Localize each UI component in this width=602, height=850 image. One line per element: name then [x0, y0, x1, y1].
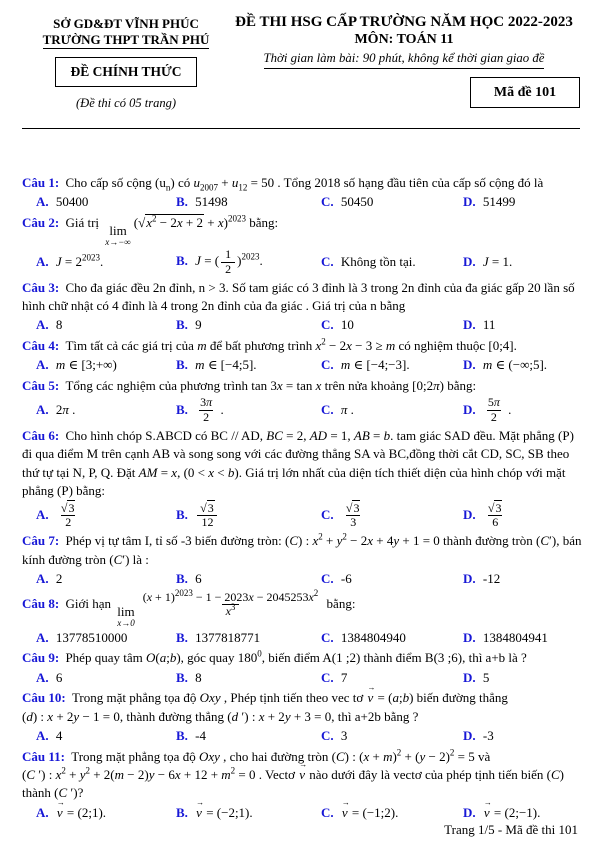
question-label: Câu 5:: [22, 377, 63, 393]
option-b-letter: B.: [176, 401, 192, 417]
question-label: Câu 6:: [22, 427, 63, 443]
option-c-letter: C.: [321, 317, 337, 333]
option-c: [321, 316, 463, 334]
option-b: [176, 193, 321, 211]
option-d-text: -3: [482, 728, 494, 744]
option-d-text: 11: [482, 317, 496, 333]
option-a: [36, 804, 176, 822]
option-d-text: $\frac{√3}{6}$: [487, 500, 502, 530]
question-text: [22, 337, 582, 355]
option-d-letter: D.: [463, 194, 479, 210]
option-c: [321, 669, 463, 687]
options-row: [36, 629, 582, 647]
option-d-letter: D.: [463, 728, 479, 744]
option-c-text: Không tồn tại.: [340, 253, 416, 269]
question-text: [22, 214, 582, 247]
option-c-text: 50450: [340, 194, 374, 210]
option-d-letter: D.: [463, 317, 479, 333]
question-block: [22, 748, 582, 823]
option-a: [36, 193, 176, 211]
option-a: [36, 669, 176, 687]
question-block: [22, 337, 582, 375]
option-a-letter: A.: [36, 357, 52, 373]
option-d-text: m ∈ (−∞;5].: [482, 357, 548, 373]
question-label: Câu 9:: [22, 650, 63, 666]
option-d: [463, 316, 582, 334]
page-count-note: (Đề thi có 05 trang): [76, 96, 176, 110]
option-d-letter: D.: [463, 571, 479, 587]
option-b: [176, 396, 321, 425]
option-b-letter: B.: [176, 804, 192, 820]
option-d: [463, 804, 582, 822]
question-text: [22, 427, 582, 501]
option-a-letter: A.: [36, 728, 52, 744]
question-block: [22, 214, 582, 277]
option-a-text: m ∈ [3;+∞): [55, 357, 117, 373]
option-b-letter: B.: [176, 571, 192, 587]
exam-subject: MÔN: TOÁN 11: [354, 32, 454, 47]
option-b: [176, 727, 321, 745]
option-b: [176, 248, 321, 277]
option-d: [463, 253, 582, 271]
question-body: Trong mặt phẳng tọa độ Oxy , cho hai đường tròn (C) : $(x + m)^2 + (y - 2)^2 = 5$ và (C ′) : $x^2 + y^2 + 2(m - 2)y - 6x + 12 + m^2 = 0$ . Vectơ → v nào dưới đây là vectơ của phép tịnh tiến biến (C) thành (C ′)?: [22, 749, 564, 801]
option-d-text: → v = (2;−1).: [483, 805, 540, 820]
option-b: [176, 356, 321, 374]
option-a-letter: A.: [36, 402, 52, 418]
option-c-letter: C.: [321, 506, 337, 522]
option-d: [463, 502, 582, 531]
option-a: [36, 727, 176, 745]
official-exam-box: ĐỀ CHÍNH THỨC: [55, 57, 196, 87]
option-d: [463, 193, 582, 211]
question-label: Câu 1:: [22, 175, 63, 190]
option-b-text: 8: [195, 669, 202, 685]
option-c-letter: C.: [321, 669, 337, 685]
question-label: Câu 7:: [22, 533, 63, 549]
option-a-text: 13778510000: [55, 629, 128, 645]
option-a-text: → v = (2;1).: [56, 805, 106, 820]
option-a-text: 6: [55, 669, 63, 685]
option-c-letter: C.: [321, 402, 337, 418]
option-b-text: -4: [195, 728, 207, 744]
option-a-text: 4: [55, 728, 63, 744]
question-label: Câu 10:: [22, 690, 69, 706]
option-c: [321, 727, 463, 745]
option-b-letter: B.: [176, 669, 192, 685]
option-b-text: 1377818771: [195, 629, 261, 645]
option-d-letter: D.: [463, 629, 479, 645]
option-c: [321, 570, 463, 588]
option-b-letter: B.: [176, 629, 192, 645]
question-block: [22, 587, 582, 648]
header-divider: [22, 128, 580, 129]
option-b-letter: B.: [176, 357, 192, 373]
question-body: Cho đa giác đều 2n đỉnh, n > 3. Số tam giác có 3 đỉnh là 3 trong 2n đỉnh của đa giác gấp 20 lần số hình chữ nhật có 4 đỉnh là 4 trong 2n đỉnh của đa giác . Giá trị của n bằng: [22, 279, 575, 313]
option-d-text: $\frac{5\pi}{2}$ .: [487, 395, 512, 425]
questions: [22, 174, 582, 824]
option-c-text: -6: [340, 571, 352, 587]
option-c: [321, 401, 463, 419]
question-body: Cho cấp số cộng $(u_n)$ có $u_{2007} + u_{12} = 50$ . Tổng 2018 số hạng đầu tiên của cấp số cộng đó là: [65, 175, 544, 193]
question-text: [22, 649, 582, 667]
option-d-text: 51499: [482, 194, 516, 210]
option-c: [321, 629, 463, 647]
options-row: [36, 502, 582, 531]
question-block: [22, 279, 582, 335]
option-b-text: m ∈ [−4;5].: [195, 357, 257, 373]
option-b: [176, 570, 321, 588]
option-d-text: -12: [482, 571, 501, 587]
option-c: [321, 502, 463, 531]
option-a-letter: A.: [36, 571, 52, 587]
option-c: [321, 193, 463, 211]
option-b-text: 51498: [195, 194, 228, 210]
option-b-text: J = ( $\frac{1}{2}$ )$^{2023}$.: [195, 246, 263, 276]
option-a: [36, 253, 176, 271]
question-body: Trong mặt phẳng tọa độ Oxy , Phép tịnh tiến theo vec tơ → v = (a;b) biến đường thẳng (d) : x + 2y − 1 = 0, thành đường thẳng (d ′) : x + 2y + 3 = 0, thì a+2b bằng ?: [22, 690, 508, 723]
option-a-text: $J = 2^{2023}$.: [55, 252, 104, 269]
option-c-letter: C.: [321, 194, 337, 210]
exam-title: ĐỀ THI HSG CẤP TRƯỜNG NĂM HỌC 2022-2023: [235, 14, 573, 30]
question-text: [22, 532, 582, 569]
option-a: [36, 401, 176, 419]
question-body: Cho hình chóp S.ABCD có BC // AD, BC = 2, AD = 1, AB = b. tam giác SAD đều. Mặt phẳng (P) đi qua điểm M trên cạnh AB và song song với các đường thẳng SA và BC,đồng thời cắt CD, SC, SB theo thứ tự tại N, P, Q. Đặt AM = x, (0 < x < b). Giá trị lớn nhất của diện tích thiết diện của hình chóp với mặt phẳng (P) bằng:: [22, 427, 574, 499]
option-a: [36, 356, 176, 374]
question-body: Giới hạn lim x→0 $\frac{(x + 1)^{2023} - 1 - 2023x - 2045253x^2}{x^3}$ bằng:: [65, 587, 356, 628]
option-d-letter: D.: [463, 401, 479, 417]
option-b-text: $\frac{3\pi}{2}$ .: [200, 395, 224, 425]
option-a-text: 50400: [55, 194, 89, 210]
option-d-letter: D.: [463, 506, 479, 522]
question-block: [22, 689, 582, 745]
option-b: [176, 502, 321, 531]
question-body: Tìm tất cả các giá trị của m để bất phương trình $x^2 - 2x - 3 \ge m$ có nghiệm thuộc [0;4].: [65, 336, 517, 353]
option-b-letter: B.: [176, 253, 192, 269]
option-b: [176, 669, 321, 687]
question-text: [22, 587, 582, 628]
option-c-text: $\frac{√3}{3}$: [345, 500, 360, 530]
question-label: Câu 11:: [22, 748, 69, 764]
question-block: [22, 377, 582, 425]
question-label: Câu 2:: [22, 214, 63, 230]
options-row: [36, 804, 582, 822]
question-text: [22, 279, 582, 316]
option-a-text: 2π .: [55, 402, 76, 418]
option-c-letter: C.: [321, 728, 337, 744]
options-row: [36, 570, 582, 588]
option-a: [36, 629, 176, 647]
option-a-text: $\frac{√3}{2}$: [60, 500, 75, 530]
option-b-text: $\frac{√3}{12}$: [195, 507, 220, 522]
option-d: [463, 396, 582, 425]
option-a-letter: A.: [36, 194, 52, 210]
question-label: Câu 4:: [22, 337, 63, 353]
options-row: [36, 396, 582, 425]
option-d-letter: D.: [463, 357, 479, 373]
option-c: [321, 356, 463, 374]
options-row: [36, 356, 582, 374]
question-label: Câu 8:: [22, 595, 63, 611]
option-a-letter: A.: [36, 804, 52, 820]
option-a: [36, 502, 176, 531]
option-b-text: → v = (−2;1).: [195, 805, 252, 820]
question-block: [22, 532, 582, 588]
option-b-text: 9: [195, 317, 202, 333]
option-d: [463, 356, 582, 374]
question-text: [22, 748, 582, 803]
option-c-letter: C.: [321, 629, 337, 645]
option-d-text: 5: [482, 669, 490, 685]
department-name: SỞ GD&ĐT VĨNH PHÚC: [53, 16, 199, 31]
exam-duration: Thời gian làm bài: 90 phút, không kể thời gian giao đề: [264, 51, 545, 69]
option-a-text: 8: [55, 317, 63, 333]
option-a-letter: A.: [36, 506, 52, 522]
option-c-text: 3: [340, 728, 348, 744]
option-a-letter: A.: [36, 669, 52, 685]
option-a-letter: A.: [36, 317, 52, 333]
question-text: [22, 689, 582, 726]
option-b: [176, 316, 321, 334]
option-c: [321, 253, 463, 271]
options-row: [36, 669, 582, 687]
option-c-text: π .: [340, 402, 354, 418]
option-a-letter: A.: [36, 629, 52, 645]
question-text: [22, 377, 582, 395]
option-c-letter: C.: [321, 571, 337, 587]
option-a-letter: A.: [36, 253, 52, 269]
question-body: Giá trị lim x→−∞ $(√x^2 - 2x + 2 + x)^{2023}$ bằng:: [65, 213, 279, 247]
option-c-text: 7: [340, 669, 348, 685]
option-b-letter: B.: [176, 317, 192, 333]
option-c-letter: C.: [321, 804, 337, 820]
options-row: [36, 193, 582, 211]
option-c: [321, 804, 463, 822]
option-b-text: 6: [195, 571, 202, 587]
option-d: [463, 629, 582, 647]
question-text: [22, 174, 582, 192]
question-block: [22, 427, 582, 530]
option-a: [36, 316, 176, 334]
question-block: [22, 649, 582, 687]
option-c-text: 1384804940: [340, 629, 406, 645]
option-d-text: J = 1.: [482, 253, 513, 269]
option-b-letter: B.: [176, 194, 192, 210]
option-a-text: 2: [55, 571, 63, 587]
option-c-letter: C.: [321, 253, 337, 269]
page-footer: Trang 1/5 - Mã đề thi 101: [444, 822, 578, 837]
option-d: [463, 570, 582, 588]
option-c-text: 10: [340, 317, 354, 333]
option-d: [463, 727, 582, 745]
exam-code-box: Mã đề 101: [470, 77, 580, 108]
options-row: [36, 316, 582, 334]
question-body: Phép vị tự tâm I, tỉ số -3 biến đường tròn: (C) : $x^2 + y^2 - 2x + 4y + 1 = 0$ thành đường tròn (C′), bán kính đường tròn (C′) là :: [22, 531, 582, 567]
header-left-block: [10, 16, 242, 111]
question-body: Tổng các nghiệm của phương trình tan 3x = tan x trên nửa khoảng [0;2π) bằng:: [65, 377, 477, 393]
option-d-letter: D.: [463, 669, 479, 685]
school-name: TRƯỜNG THPT TRẦN PHÚ: [42, 32, 210, 47]
question-label: Câu 3:: [22, 279, 63, 295]
option-d: [463, 669, 582, 687]
option-a: [36, 570, 176, 588]
option-d-text: 1384804941: [482, 629, 548, 645]
option-b: [176, 804, 321, 822]
option-c-text: m ∈ [−4;−3].: [340, 357, 410, 373]
options-row: [36, 248, 582, 277]
question-body: Phép quay tâm O(a;b), góc quay $180^0$, biến điểm A(1 ;2) thành điểm B(3 ;6), thì a+b là ?: [65, 648, 527, 666]
option-b-letter: B.: [176, 728, 192, 744]
options-row: [36, 727, 582, 745]
option-b: [176, 629, 321, 647]
option-c-text: → v = (−1;2).: [341, 805, 398, 820]
question-block: [22, 174, 582, 212]
option-c-letter: C.: [321, 357, 337, 373]
option-d-letter: D.: [463, 253, 479, 269]
header-center-block: [218, 14, 590, 69]
option-b-letter: B.: [176, 506, 192, 522]
option-d-letter: D.: [463, 804, 479, 820]
